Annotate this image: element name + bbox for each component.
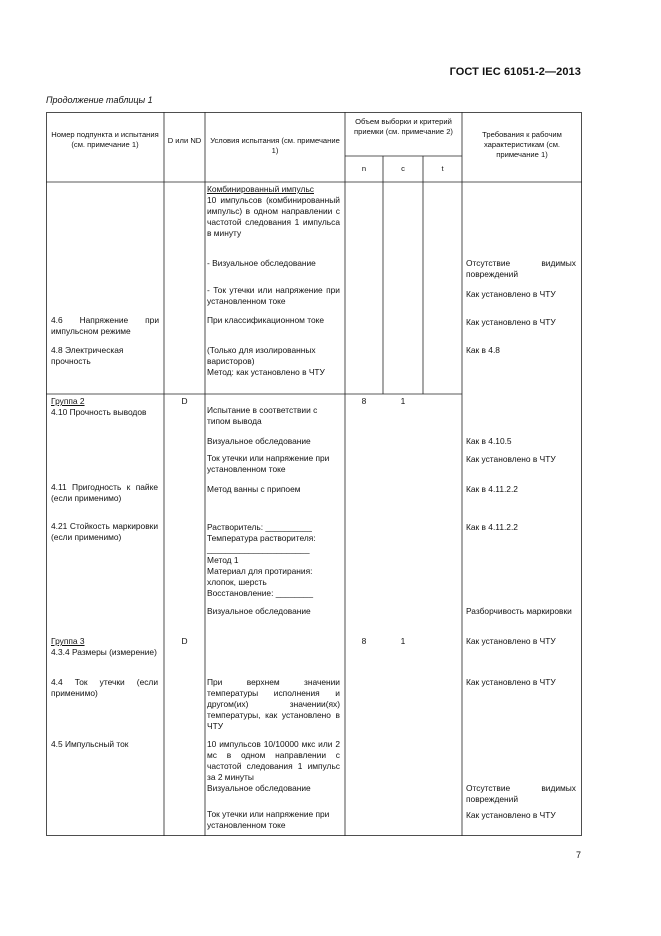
- group-3-c: 1: [400, 636, 406, 646]
- item-4-21-visual-condition: Визуальное обследование: [207, 606, 311, 616]
- header-n: n: [361, 164, 367, 173]
- item-4-4-condition: При верхнем значении температуры исполнения и другом(их) значении(ях) температуры, как установлено в ЧТУ: [207, 677, 340, 731]
- item-4-3-4: 4.3.4 Размеры (измерение): [51, 647, 157, 657]
- item-4-4-requirement: Как установлено в ЧТУ: [466, 677, 556, 687]
- group-3-n: 8: [361, 636, 367, 646]
- item-4-10-condition: Испытание в соответствии с типом вывода: [207, 405, 318, 426]
- item-4-4: 4.4 Ток утечки (если применимо): [51, 677, 158, 698]
- group-2-title: Группа 2: [51, 396, 85, 406]
- test-table: [46, 112, 582, 836]
- header-test-conditions: Условия испытания (см. примечание 1): [210, 136, 340, 156]
- item-4-5-condition: 10 импульсов 10/10000 мкс или 2 мс в одном направлении с частотой следования 1 импульс за 2 минуты: [207, 739, 340, 782]
- item-4-21: 4.21 Стойкость маркировки (если применимо): [51, 521, 158, 542]
- item-4-5: 4.5 Импульсный ток: [51, 739, 129, 749]
- combined-impulse-text: 10 импульсов (комбинированный импульс) в одном направлении с частотой следования 1 импульса в минуту: [207, 195, 340, 238]
- header-c: c: [401, 164, 405, 173]
- table-continuation-label: Продолжение таблицы 1: [46, 95, 153, 105]
- item-4-6-requirement: Как установлено в ЧТУ: [466, 317, 556, 327]
- item-4-21-condition: Растворитель: __________ Температура растворителя: ______________________ Метод 1 Материал для протирания: хлопок, шерсть Восстановление: ________: [207, 522, 316, 598]
- header-t: t: [441, 164, 444, 173]
- visual-inspection-condition: - Визуальное обследование: [207, 258, 316, 268]
- item-4-10-visual-condition: Визуальное обследование: [207, 436, 311, 446]
- item-4-11-requirement: Как в 4.11.2.2: [466, 484, 518, 494]
- item-4-5-visual-requirement: Отсутствие видимых повреждений: [466, 783, 576, 804]
- header-requirements: Требования к рабочим характеристикам (см. примечание 1): [482, 130, 562, 160]
- group-3-d: D: [181, 636, 188, 646]
- group-3-title: Группа 3: [51, 636, 85, 646]
- leakage-current-condition: - Ток утечки или напряжение при установленном токе: [207, 285, 340, 306]
- item-4-21-visual-requirement: Разборчивость маркировки: [466, 606, 572, 616]
- item-4-8: 4.8 Электрическая прочность: [51, 345, 124, 366]
- combined-impulse-title: Комбинированный импульс: [207, 184, 314, 194]
- page-number: 7: [575, 850, 581, 860]
- item-4-3-4-requirement: Как установлено в ЧТУ: [466, 636, 556, 646]
- header-subclause: Номер подпункта и испытания (см. примечание 1): [51, 130, 159, 150]
- item-4-11: 4.11 Пригодность к пайке (если применимо): [51, 482, 158, 503]
- header-sample-size: Объем выборки и критерий приемки (см. примечание 2): [354, 117, 453, 137]
- item-4-8-requirement: Как в 4.8: [466, 345, 500, 355]
- group-2-d: D: [181, 396, 188, 406]
- document-code: ГОСТ IEC 61051-2—2013: [449, 66, 581, 78]
- item-4-10-leakage-condition: Ток утечки или напряжение при установленном токе: [207, 453, 330, 474]
- item-4-6: 4.6 Напряжение при импульсном режиме: [51, 315, 159, 336]
- item-4-6-condition: При классификационном токе: [207, 315, 325, 325]
- item-4-5-leakage-condition: Ток утечки или напряжение при установленном токе: [207, 809, 330, 830]
- item-4-10: 4.10 Прочность выводов: [51, 407, 147, 417]
- header-d-nd: D или ND: [167, 136, 202, 145]
- item-4-5-leakage-requirement: Как установлено в ЧТУ: [466, 810, 556, 820]
- leakage-current-requirement: Как установлено в ЧТУ: [466, 289, 556, 299]
- group-2-c: 1: [400, 396, 406, 406]
- item-4-8-condition: (Только для изолированных варисторов) Метод: как установлено в ЧТУ: [207, 345, 325, 377]
- visual-inspection-requirement: Отсутствие видимых повреждений: [466, 258, 576, 279]
- item-4-21-requirement: Как в 4.11.2.2: [466, 522, 518, 532]
- group-2-n: 8: [361, 396, 367, 406]
- item-4-5-visual-condition: Визуальное обследование: [207, 783, 311, 793]
- item-4-11-condition: Метод ванны с припоем: [207, 484, 301, 494]
- item-4-10-leakage-requirement: Как установлено в ЧТУ: [466, 454, 556, 464]
- item-4-10-visual-requirement: Как в 4.10.5: [466, 436, 512, 446]
